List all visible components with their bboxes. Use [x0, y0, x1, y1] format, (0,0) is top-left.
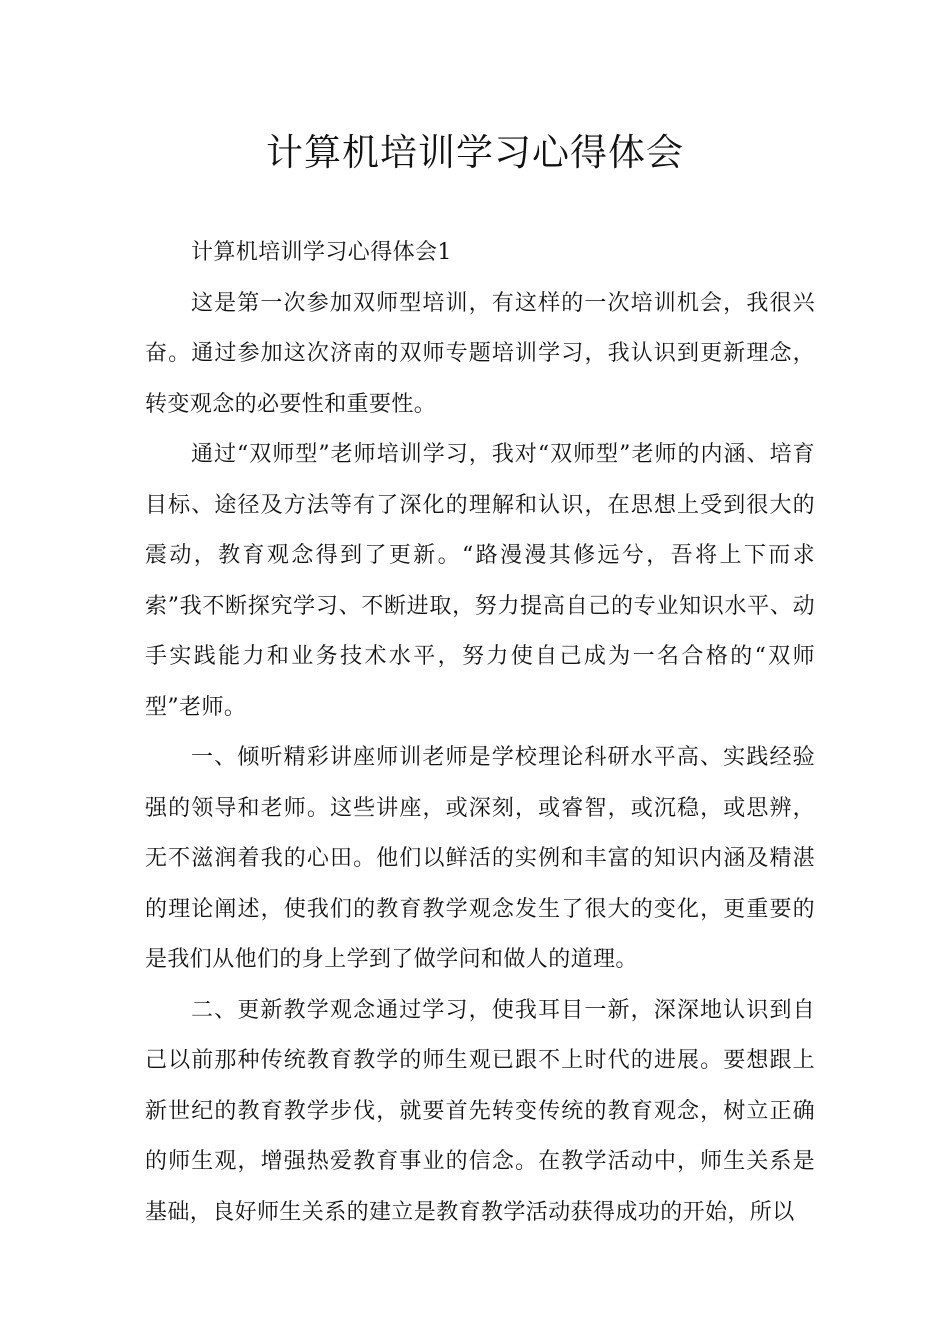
document-body	[145, 228, 815, 1238]
paragraph-2: 通过“双师型”老师培训学习，我对“双师型”老师的内涵、培育目标、途径及方法等有了深化的理解和认识，在思想上受到很大的震动，教育观念得到了更新。“路漫漫其修远兮，吾将上下而求索”我不断探究学习、不断进取，努力提高自己的专业知识水平、动手实践能力和业务技术水平，努力使自己成为一名合格的“双师型”老师。	[145, 442, 815, 720]
paragraph-1: 这是第一次参加双师型培训，有这样的一次培训机会，我很兴奋。通过参加这次济南的双师专题培训学习，我认识到更新理念，转变观念的必要性和重要性。	[145, 290, 815, 417]
paragraph-4: 二、更新教学观念通过学习，使我耳目一新，深深地认识到自己以前那种传统教育教学的师生观已跟不上时代的进展。要想跟上新世纪的教育教学步伐，就要首先转变传统的教育观念，树立正确的师生观，增强热爱教育事业的信念。在教学活动中，师生关系是基础，良好师生关系的建立是教育教学活动获得成功的开始，所以	[145, 997, 815, 1225]
section-heading: 计算机培训学习心得体会1	[191, 240, 452, 265]
document-title: 计算机培训学习心得体会	[266, 131, 684, 174]
paragraph-3: 一、倾听精彩讲座师训老师是学校理论科研水平高、实践经验强的领导和老师。这些讲座，或深刻，或睿智，或沉稳，或思辨，无不滋润着我的心田。他们以鲜活的实例和丰富的知识内涵及精湛的理论阐述，使我们的教育教学观念发生了很大的变化，更重要的是我们从他们的身上学到了做学问和做人的道理。	[145, 745, 815, 972]
